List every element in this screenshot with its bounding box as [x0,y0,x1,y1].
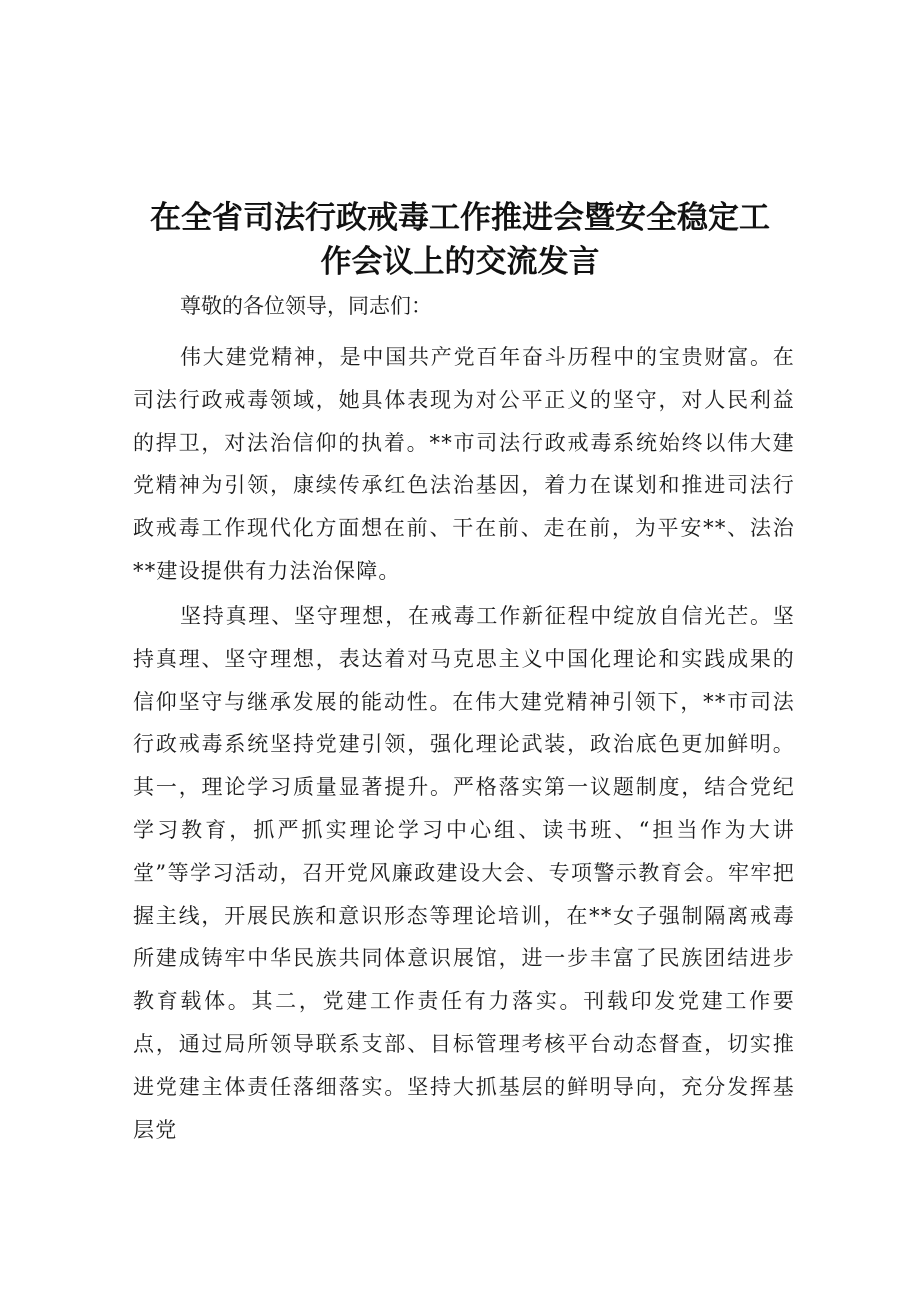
salutation: 尊敬的各位领导，同志们： [180,294,432,318]
body-paragraph: 伟大建党精神，是中国共产党百年奋斗历程中的宝贵财富。在司法行政戒毒领域，她具体表现为对公平正义的坚守，对人民利益的捍卫，对法治信仰的执着。**市司法行政戒毒系统始终以伟大建党精神为引领，康续传承红色法治基因，着力在谋划和推进司法行政戒毒工作现代化方面想在前、干在前、走在前，为平安**、法治**建设提供有力法治保障。 [133,345,795,583]
title-line-1: 在全省司法行政戒毒工作推进会暨安全稳定工 [150,200,770,236]
document-title [130,196,790,284]
title-line-2: 作会议上的交流发言 [320,244,600,280]
body-paragraph: 坚持真理、坚守理想，在戒毒工作新征程中绽放自信光芒。坚持真理、坚守理想，表达着对马克思主义中国化理论和实践成果的信仰坚守与继承发展的能动性。在伟大建党精神引领下，**市司法行政戒毒系统坚持党建引领，强化理论武装，政治底色更加鲜明。其一，理论学习质量显著提升。严格落实第一议题制度，结合党纪学习教育，抓严抓实理论学习中心组、读书班、“担当作为大讲堂”等学习活动，召开党风廉政建设大会、专项警示教育会。牢牢把握主线，开展民族和意识形态等理论培训，在**女子强制隔离戒毒所建成铸牢中华民族共同体意识展馆，进一步丰富了民族团结进步教育载体。其二，党建工作责任有力落实。刊载印发党建工作要点，通过局所领导联系支部、目标管理考核平台动态督查，切实推进党建主体责任落细落实。坚持大抓基层的鲜明导向，充分发挥基层党 [133,604,795,1142]
